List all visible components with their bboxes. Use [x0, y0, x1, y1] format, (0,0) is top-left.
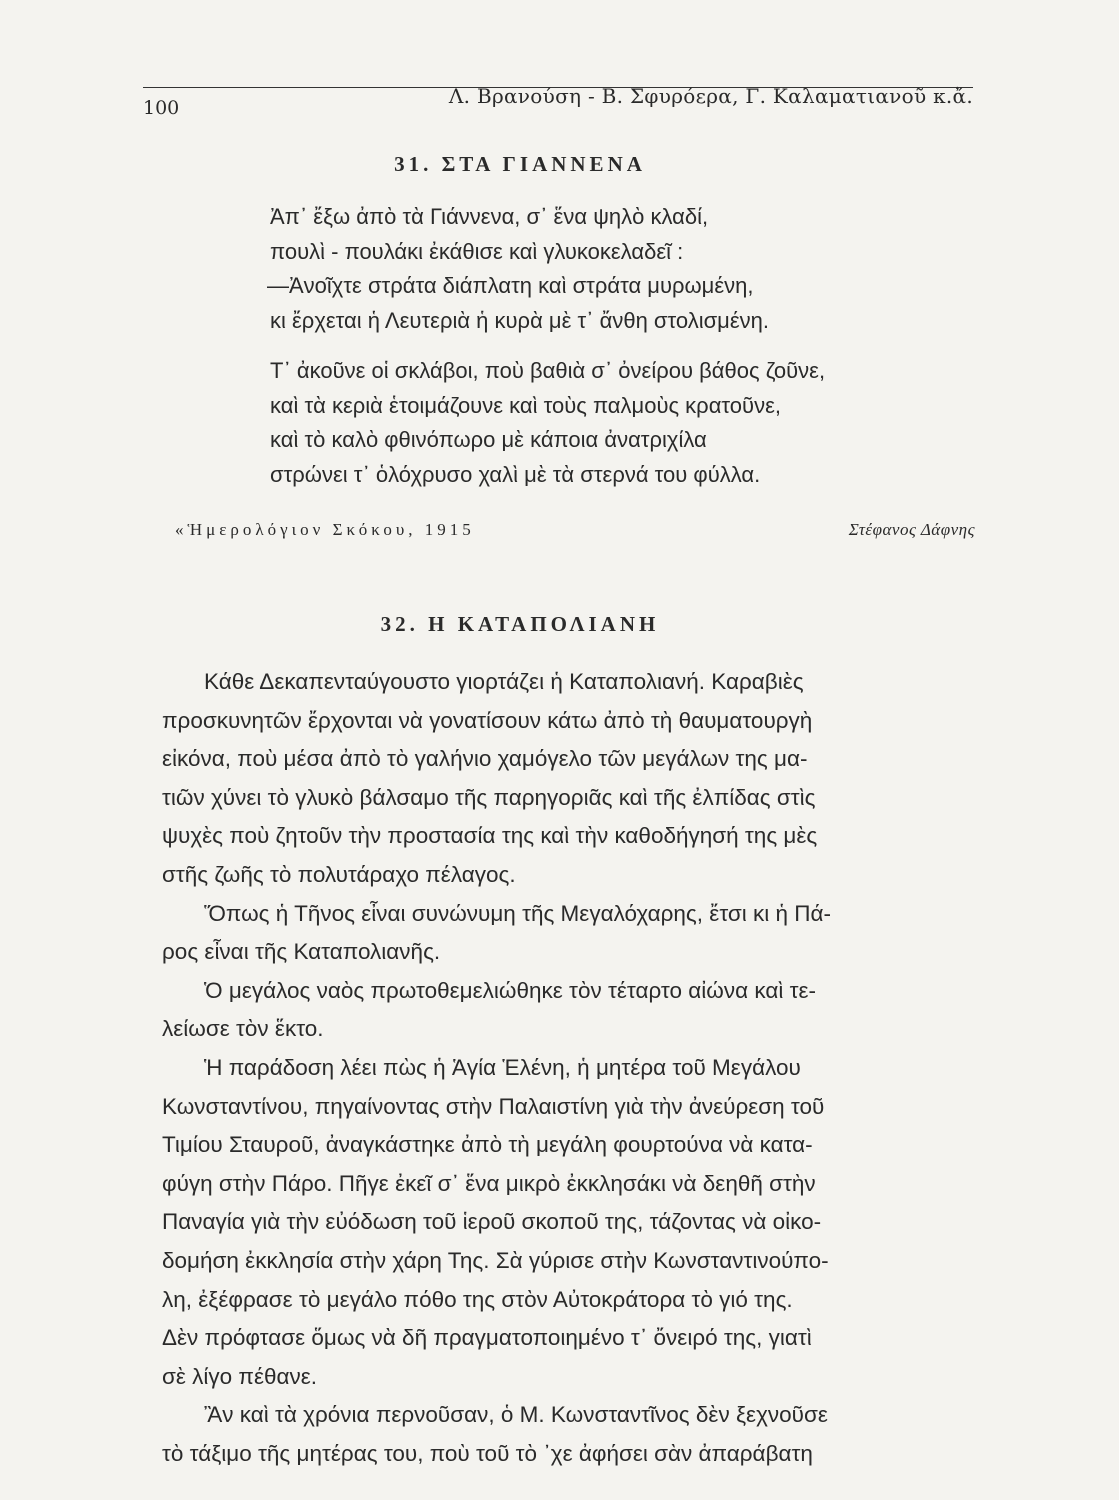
poem-line: καὶ τὰ κεριὰ ἑτοιμάζουνε καὶ τοὺς παλμοὺς κρατοῦνε,	[270, 392, 781, 418]
running-title: Λ. Βρανούση - Β. Σφυρόερα, Γ. Καλαματιανοῦ κ.ἄ.	[448, 84, 973, 108]
poem-line: καὶ τὸ καλὸ φθινόπωρο μὲ κάποια ἀνατριχίλα	[270, 427, 707, 452]
paragraph-line: τιῶν χύνει τὸ γλυκὸ βάλσαμο τῆς παρηγοριᾶς καὶ τῆς ἐλπίδας στὶς	[162, 784, 816, 810]
paragraph-line: ψυχὲς ποὺ ζητοῦν τὴν προστασία της καὶ τὴν καθοδήγησή της μὲς	[162, 823, 818, 849]
paragraph-line: τὸ τάξιμο τῆς μητέρας του, ποὺ τοῦ τὸ ᾽χε ἀφήσει σὰν ἀπαράβατη	[162, 1440, 813, 1466]
paragraph-line: Τιμίου Σταυροῦ, ἀναγκάστηκε ἀπὸ τὴ μεγάλη φουρτούνα νὰ κατα-	[162, 1132, 813, 1158]
poem-line: —Ἀνοῖχτε στράτα διάπλατη καὶ στράτα μυρωμένη,	[267, 273, 754, 298]
poem-line: Ἀπ᾽ ἔξω ἀπὸ τὰ Γιάννενα, σ᾽ ἕνα ψηλὸ κλαδί,	[270, 204, 709, 229]
paragraph-line: Δὲν πρόφτασε ὅμως νὰ δῆ πραγματοποιημένο τ᾽ ὄνειρό της, γιατὶ	[162, 1325, 812, 1351]
paragraph-line: Ὅπως ἡ Τῆνος εἶναι συνώνυμη τῆς Μεγαλόχαρης, ἔτσι κι ἡ Πά-	[204, 900, 832, 926]
paragraph-line: ρος εἶναι τῆς Καταπολιανῆς.	[162, 939, 441, 965]
paragraph-line: Ἂν καὶ τὰ χρόνια περνοῦσαν, ὁ Μ. Κωνσταντῖνος δὲν ξεχνοῦσε	[204, 1402, 828, 1428]
page-number: 100	[143, 97, 180, 119]
paragraph-line: δομήση ἐκκλησία στὴν χάρη Της. Σὰ γύρισε στὴν Κωνσταντινούπο-	[162, 1247, 829, 1273]
poem	[267, 200, 970, 492]
paragraph-line: Ἡ παράδοση λέει πὼς ἡ Ἁγία Ἑλένη, ἡ μητέρα τοῦ Μεγάλου	[204, 1054, 801, 1080]
paragraph-line: στῆς ζωῆς τὸ πολυτάραχο πέλαγος.	[162, 861, 516, 887]
poem-source: «Ἡμερολόγιον Σκόκου, 1915	[175, 520, 475, 539]
paragraph-line: φύγη στὴν Πάρο. Πῆγε ἐκεῖ σ᾽ ἕνα μικρὸ ἐκκλησάκι νὰ δεηθῆ στὴν	[162, 1170, 816, 1196]
paragraph	[162, 1396, 1022, 1473]
poem-stanza-2	[270, 354, 970, 492]
paragraph-line: εἰκόνα, ποὺ μέσα ἀπὸ τὸ γαλήνιο χαμόγελο τῶν μεγάλων της μα-	[162, 746, 808, 772]
poem-stanza-1	[267, 200, 970, 338]
paragraph	[162, 1049, 1022, 1396]
paragraph	[162, 972, 1022, 1049]
prose-body	[162, 663, 1022, 1473]
poem-author: Στέφανος Δάφνης	[848, 520, 975, 539]
paragraph-line: Κωνσταντίνου, πηγαίνοντας στὴν Παλαιστίνη γιὰ τὴν ἀνεύρεση τοῦ	[162, 1093, 825, 1119]
poem-line: στρώνει τ᾽ ὁλόχρυσο χαλὶ μὲ τὰ στερνά του φύλλα.	[270, 461, 761, 487]
paragraph-line: σὲ λίγο πέθανε.	[162, 1363, 318, 1389]
paragraph-line: προσκυνητῶν ἔρχονται νὰ γονατίσουν κάτω ἀπὸ τὴ θαυματουργὴ	[162, 707, 813, 733]
paragraph	[162, 895, 1022, 972]
poem-line: Τ᾽ ἀκοῦνε οἱ σκλάβοι, ποὺ βαθιὰ σ᾽ ὀνείρου βάθος ζοῦνε,	[270, 358, 826, 383]
paragraph-line: λείωσε τὸν ἕκτο.	[162, 1016, 324, 1042]
poem-line: πουλὶ - πουλάκι ἐκάθισε καὶ γλυκοκελαδεῖ :	[270, 238, 684, 264]
section-heading-31: 31. ΣΤΑ ΓΙΑΝΝΕΝΑ	[394, 152, 646, 176]
paragraph-line: λη, ἐξέφρασε τὸ μεγάλο πόθο της στὸν Αὐτοκράτορα τὸ γιό της.	[162, 1286, 793, 1312]
paragraph-line: Ὁ μεγάλος ναὸς πρωτοθεμελιώθηκε τὸν τέταρτο αἰώνα καὶ τε-	[204, 977, 816, 1003]
paragraph-line: Κάθε Δεκαπενταύγουστο γιορτάζει ἡ Καταπολιανή. Καραβιὲς	[204, 669, 804, 694]
running-header	[143, 84, 973, 119]
section-heading-32: 32. Η ΚΑΤΑΠΟΛΙΑΝΗ	[380, 612, 660, 636]
poem-source-line	[175, 520, 975, 540]
poem-line: κι ἔρχεται ἡ Λευτεριὰ ἡ κυρὰ μὲ τ᾽ ἄνθη στολισμένη.	[270, 307, 769, 333]
paragraph-line: Παναγία γιὰ τὴν εὐόδωση τοῦ ἱεροῦ σκοποῦ της, τάζοντας νὰ οἰκο-	[162, 1209, 822, 1235]
paragraph	[162, 663, 1022, 895]
